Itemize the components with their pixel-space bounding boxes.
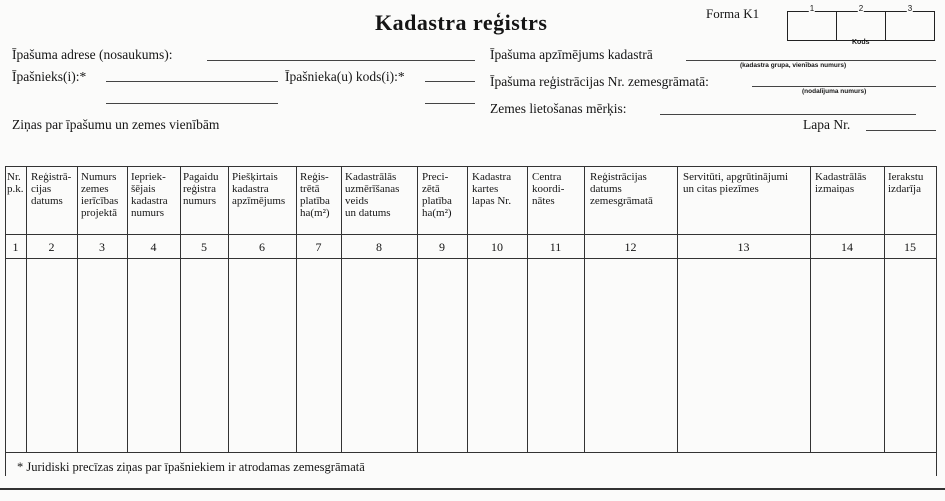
- bottom-border: [0, 488, 945, 490]
- column-header: Kadastrālās izmaiņas: [815, 171, 867, 195]
- column-header: Kadastra kartes lapas Nr.: [472, 171, 512, 207]
- column-header: Pagaidu reģistra numurs: [183, 171, 219, 207]
- land-use-label: Zemes lietošanas mērķis:: [490, 101, 627, 116]
- table-bottom-border: [5, 452, 937, 453]
- kods-cell[interactable]: [788, 4, 837, 40]
- column-number: 5: [201, 240, 207, 254]
- unit-info-label: Ziņas par īpašumu un zemes vienībām: [12, 117, 220, 132]
- owner-code-field-extra[interactable]: [425, 103, 475, 104]
- form-label: Forma K1: [706, 6, 760, 21]
- owner-field-extra[interactable]: [106, 103, 278, 104]
- sheet-number-field[interactable]: [866, 130, 936, 131]
- column-number: 11: [549, 240, 562, 254]
- kods-column-number: 1: [809, 4, 815, 13]
- column-number: 9: [439, 240, 445, 254]
- column-header: Preci- zētā platība ha(m²): [422, 171, 452, 219]
- kods-label: Kods: [852, 39, 870, 46]
- column-number: 8: [376, 240, 382, 254]
- sheet-label: Lapa Nr.: [803, 117, 851, 132]
- kods-cell[interactable]: [886, 4, 934, 40]
- column-header: Reģistrācijas datums zemesgrāmatā: [590, 171, 653, 207]
- page-title: Kadastra reģistrs: [375, 10, 548, 35]
- table-top-border: [5, 166, 937, 167]
- header-divider: [5, 234, 937, 235]
- column-header: Reģistrā- cijas datums: [31, 171, 72, 207]
- address-label: Īpašuma adrese (nosaukums):: [12, 47, 173, 62]
- owner-code-field[interactable]: [425, 81, 475, 82]
- column-header: Reģis- trētā platība ha(m²): [300, 171, 330, 219]
- land-registry-field[interactable]: [752, 86, 936, 87]
- column-header: Ierakstu izdarīja: [888, 171, 924, 195]
- cadastral-id-hint: (kadastra grupa, vienības numurs): [740, 62, 847, 69]
- column-header: Centra koordi- nātes: [532, 171, 565, 207]
- column-header: Kadastrālās uzmērīšanas veids un datums: [345, 171, 400, 219]
- column-number: 3: [99, 240, 105, 254]
- column-header: Piešķirtais kadastra apzīmējums: [232, 171, 286, 207]
- column-header: Iepriek- šējais kadastra numurs: [131, 171, 168, 219]
- column-number: 7: [315, 240, 322, 254]
- column-number: 2: [48, 240, 55, 254]
- kods-column-number: 2: [858, 4, 864, 13]
- column-header: Numurs zemes ierīcības projektā: [81, 171, 119, 219]
- cadastral-id-field[interactable]: [686, 60, 936, 61]
- column-header: Servitūti, apgrūtinājumi un citas piezīmes: [683, 171, 789, 195]
- address-field[interactable]: [207, 60, 475, 61]
- owner-label: Īpašnieks(i):*: [12, 69, 87, 84]
- column-number: 1: [12, 240, 19, 254]
- footnote: * Juridiski precīzas ziņas par īpašniekiem ir atrodamas zemesgrāmatā: [17, 460, 365, 474]
- owner-code-label: Īpašnieka(u) kods(i):*: [285, 69, 405, 84]
- column-number: 13: [737, 240, 750, 254]
- land-registry-hint: (nodalījuma numurs): [802, 88, 867, 95]
- column-number: 12: [624, 240, 637, 254]
- land-use-field[interactable]: [660, 114, 916, 115]
- kods-box: [787, 4, 935, 41]
- column-number: 4: [150, 240, 157, 254]
- table-data-area[interactable]: [6, 259, 936, 452]
- column-number: 14: [841, 240, 853, 254]
- owner-field[interactable]: [106, 81, 278, 82]
- kods-cell[interactable]: [837, 4, 886, 40]
- kods-column-number: 3: [907, 4, 913, 13]
- cadastral-id-label: Īpašuma apzīmējums kadastrā: [490, 47, 653, 62]
- table-right-border: [936, 166, 937, 476]
- column-number: 15: [904, 240, 916, 254]
- column-number: 10: [491, 240, 503, 254]
- column-number: 6: [259, 240, 265, 254]
- land-registry-label: Īpašuma reģistrācijas Nr. zemesgrāmatā:: [490, 74, 709, 89]
- column-header: Nr. p.k.: [7, 171, 24, 195]
